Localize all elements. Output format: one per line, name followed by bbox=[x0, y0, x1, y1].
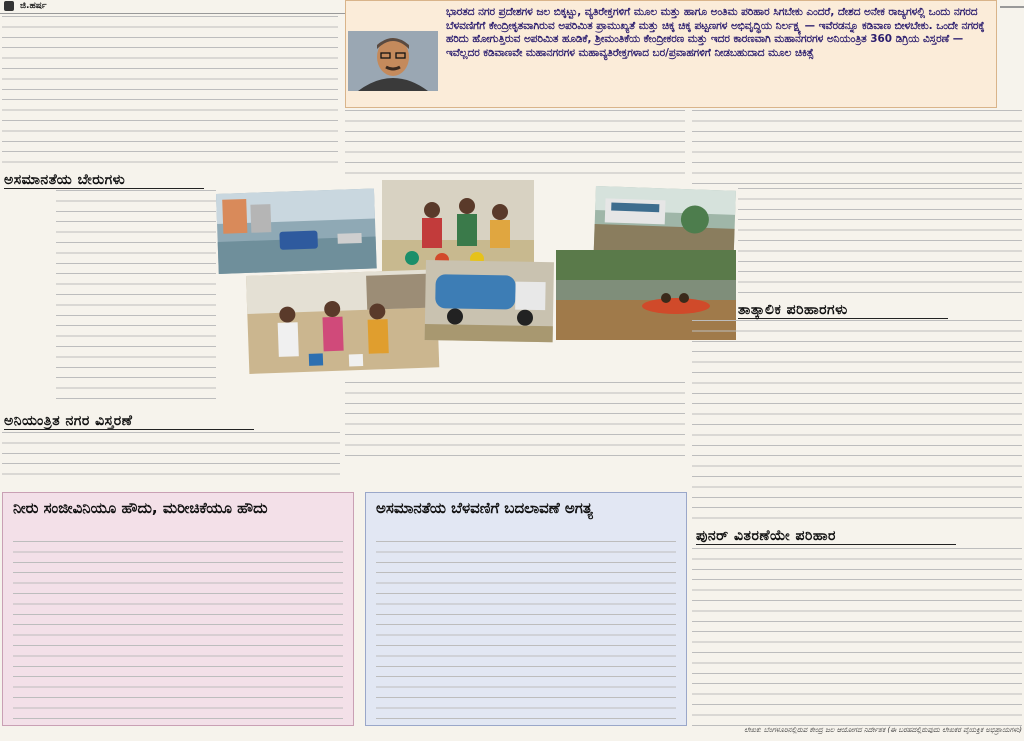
article-column-right-4 bbox=[692, 548, 1022, 726]
lead-quote-text: ಭಾರತದ ನಗರ ಪ್ರದೇಶಗಳ ಜಲ ಬಿಕ್ಕಟ್ಟು, ವ್ಯತಿರೇಕ್ತಗಳಿಗೆ ಮೂಲ ಮತ್ತು ಹಾಗೂ ಅಂತಿಮ ಪರಿಹಾರ ಸಿಗಬೇಕು ಎಂದರೆ, ದೇಶದ ಅನೇಕ ರಾಜ್ಯಗಳಲ್ಲಿ ಒಂದು ನಗರದ ಬೆಳವಣಿಗೆಗೆ ಕೇಂದ್ರೀಕೃತವಾಗಿರುವ ಅಪರಿಮಿತ ಪ್ರಾಮುಖ್ಯತೆ ಮತ್ತು ಚಿಕ್ಕ ಚಿಕ್ಕ ಪಟ್ಟಣಗಳ ಅಭಿವೃದ್ಧಿಯ ನಿರ್ಲಕ್ಷ್ಯ — ಇವೆರಡನ್ನೂ ಕಡಿವಾಣ ಬೀಳಬೇಕು. ಒಂದೇ ನಗರಕ್ಕೆ ಹರಿದು ಹೋಗುತ್ತಿರುವ ಅಪರಿಮಿತ ಹೂಡಿಕೆ, ಶ್ರೀಮಂತಿಕೆಯ ಕೇಂದ್ರೀಕರಣ ಮತ್ತು ಇದರ ಕಾರಣವಾಗಿ ಮಹಾನಗರಗಳ ಅನಿಯಂತ್ರಿತ 360 ಡಿಗ್ರಿಯ ವಿಸ್ತರಣೆ — ಇವೆಲ್ಲದರ ಕಡಿವಾಣವೇ ಮಹಾನಗರಗಳ ಮಹಾವ್ಯತಿರೇಕ್ತಗಳಾದ ಬರ/ಪ್ರವಾಹಗಳಿಗೆ ನೀಡಬಹುದಾದ ಮೂಲ ಚಿಕಿತ್ಸೆ bbox=[446, 6, 985, 60]
sidebar-box-inequality bbox=[365, 492, 687, 726]
section-heading-1: ಅಸಮಾನತೆಯ ಬೇರುಗಳು bbox=[4, 172, 204, 189]
article-column-left-2 bbox=[56, 190, 216, 408]
pen-icon bbox=[4, 1, 14, 11]
photo-water-tanker bbox=[425, 260, 554, 342]
article-column-left-3 bbox=[2, 432, 340, 480]
section-heading-4: ಪುನರ್ ವಿತರಣೆಯೇ ಪರಿಹಾರ bbox=[696, 528, 956, 545]
byline bbox=[0, 0, 345, 14]
photo-collage bbox=[216, 180, 736, 376]
sidebar-box-water-title: ನೀರು ಸಂಜೀವಿನಿಯೂ ಹೌದು, ಮರೀಚಿಕೆಯೂ ಹೌದು bbox=[13, 499, 268, 517]
sidebar-box-inequality-body bbox=[376, 541, 676, 719]
sidebar-box-water-body bbox=[13, 541, 343, 719]
article-column-center bbox=[345, 110, 685, 174]
author-photo bbox=[348, 31, 438, 91]
sidebar-box-inequality-title: ಅಸಮಾನತೆಯ ಬೆಳವಣಿಗೆ ಬದಲಾವಣೆ ಅಗತ್ಯ bbox=[376, 499, 593, 517]
photo-flooded-road bbox=[594, 186, 736, 257]
sidebar-box-water bbox=[2, 492, 354, 726]
article-column-right bbox=[692, 110, 1022, 186]
article-column-right-2 bbox=[738, 188, 1022, 296]
article-column-left bbox=[2, 16, 338, 166]
article-column-center-2 bbox=[345, 382, 685, 462]
author-credit: ಲೇಖಕ: ಬೆಂಗಳೂರಿನಲ್ಲಿರುವ ಕೇಂದ್ರ ಜಲ ಆಯೋಗದ ನಿರ್ದೇಶಕ (ಈ ಬರಹದಲ್ಲಿರುವುದು ಲೇಖಕರ ವೈಯಕ್ತಿಕ ಅಭಿಪ್ರಾಯಗಳು) bbox=[744, 726, 1022, 734]
photo-flooded-street bbox=[216, 188, 377, 273]
byline-name: ಜಿ.ಹರ್ಷ bbox=[20, 1, 47, 11]
article-column-right-3 bbox=[692, 320, 1022, 524]
lead-quote-box bbox=[345, 0, 997, 108]
corner-mark bbox=[1000, 0, 1024, 8]
photo-buckets bbox=[246, 269, 439, 374]
section-heading-3: ತಾತ್ಕಾಲಿಕ ಪರಿಹಾರಗಳು bbox=[738, 302, 948, 319]
photo-water-queue bbox=[382, 180, 534, 272]
section-heading-2: ಅನಿಯಂತ್ರಿತ ನಗರ ವಿಸ್ತರಣೆ bbox=[4, 413, 254, 430]
